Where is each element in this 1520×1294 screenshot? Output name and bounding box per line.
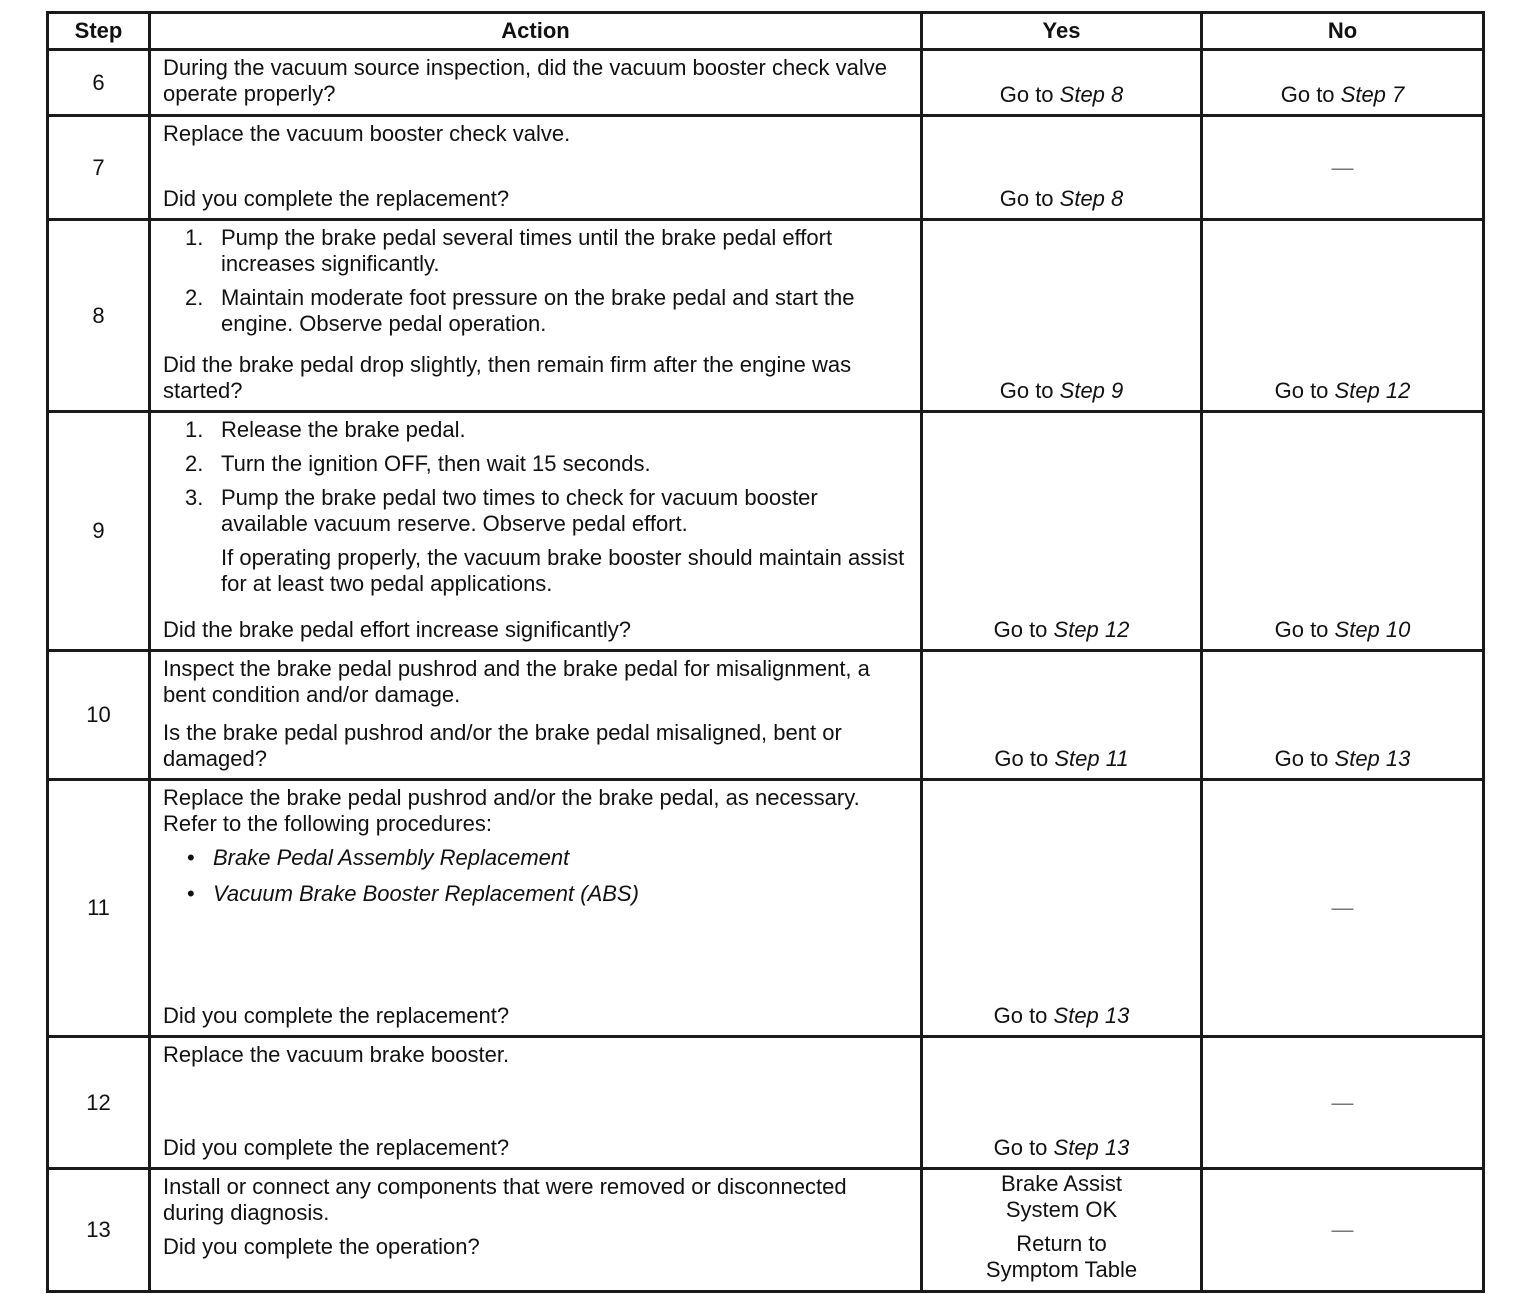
header-no: No: [1202, 13, 1484, 50]
procedure-references: [163, 845, 910, 917]
yes-cell: [922, 1169, 1202, 1292]
action-cell: [150, 220, 922, 412]
action-text: Replace the brake pedal pushrod and/or the brake pedal, as necessary. Refer to the following procedures:: [163, 785, 860, 836]
no-prefix: Go to: [1280, 82, 1341, 107]
question-text: Did the brake pedal effort increase significantly?: [163, 617, 631, 642]
header-step: Step: [48, 13, 150, 50]
yes-cell: [922, 651, 1202, 780]
step-number: 10: [48, 651, 150, 780]
action-cell: [150, 50, 922, 116]
list-item: 2. Maintain moderate foot pressure on the brake pedal and start the engine. Observe pedal operation.: [185, 285, 855, 336]
yes-result: Brake Assist System OK: [1000, 1171, 1123, 1222]
procedure-list: [163, 417, 910, 545]
yes-prefix: Go to: [993, 1135, 1054, 1160]
question-text: Did you complete the operation?: [163, 1234, 480, 1259]
table-row: [48, 220, 1484, 412]
action-cell: [150, 651, 922, 780]
no-prefix: Go to: [1274, 617, 1335, 642]
yes-step-link[interactable]: Step 9: [1059, 378, 1124, 403]
list-item: 1. Release the brake pedal.: [185, 417, 466, 442]
question-text: Did you complete the replacement?: [163, 1135, 510, 1160]
no-prefix: Go to: [1274, 378, 1335, 403]
yes-step-link[interactable]: Step 11: [1054, 746, 1129, 771]
action-cell: [150, 1037, 922, 1169]
no-prefix: Go to: [1274, 746, 1335, 771]
table-row: [48, 116, 1484, 220]
question-text: Did the brake pedal drop slightly, then remain firm after the engine was started?: [163, 352, 852, 403]
action-text: During the vacuum source inspection, did the vacuum booster check valve operate properly?: [163, 55, 887, 106]
table-row: [48, 1169, 1484, 1292]
table-row: [48, 50, 1484, 116]
yes-step-link[interactable]: Step 8: [1059, 82, 1124, 107]
yes-step-link[interactable]: Step 12: [1053, 617, 1130, 642]
yes-prefix: Go to: [993, 617, 1054, 642]
yes-prefix: Go to: [999, 378, 1060, 403]
action-cell: [150, 780, 922, 1037]
no-cell: —: [1202, 1169, 1484, 1292]
step-number: 12: [48, 1037, 150, 1169]
yes-cell: [922, 50, 1202, 116]
yes-cell: [922, 116, 1202, 220]
yes-prefix: Go to: [993, 1003, 1054, 1028]
no-cell: [1202, 50, 1484, 116]
procedure-list: [163, 225, 910, 345]
no-cell: —: [1202, 1037, 1484, 1169]
yes-cell: [922, 1037, 1202, 1169]
table-row: [48, 651, 1484, 780]
list-item: 1. Pump the brake pedal several times until the brake pedal effort increases significantly.: [185, 225, 833, 276]
question-text: Is the brake pedal pushrod and/or the brake pedal misaligned, bent or damaged?: [163, 720, 842, 771]
action-text: Install or connect any components that were removed or disconnected during diagnosis.: [163, 1174, 847, 1225]
yes-prefix: Go to: [999, 82, 1060, 107]
header-row: [48, 13, 1484, 50]
table-row: [48, 780, 1484, 1037]
no-cell: [1202, 412, 1484, 651]
yes-cell: [922, 780, 1202, 1037]
question-text: Did you complete the replacement?: [163, 1003, 510, 1028]
no-cell: [1202, 220, 1484, 412]
no-step-link[interactable]: Step 13: [1334, 746, 1411, 771]
header-action: Action: [150, 13, 922, 50]
no-step-link[interactable]: Step 10: [1334, 617, 1411, 642]
diagnostic-table: [46, 11, 1485, 1293]
yes-prefix: Go to: [999, 186, 1060, 211]
table-row: [48, 412, 1484, 651]
step-number: 6: [48, 50, 150, 116]
step-number: 9: [48, 412, 150, 651]
action-cell: [150, 412, 922, 651]
no-step-link[interactable]: Step 12: [1334, 378, 1411, 403]
procedure-link[interactable]: • Brake Pedal Assembly Replacement: [187, 845, 570, 870]
yes-cell: [922, 412, 1202, 651]
yes-step-link[interactable]: Step 13: [1053, 1135, 1130, 1160]
list-item: 2. Turn the ignition OFF, then wait 15 seconds.: [185, 451, 651, 476]
step-number: 13: [48, 1169, 150, 1292]
action-cell: [150, 1169, 922, 1292]
action-text: Replace the vacuum booster check valve.: [163, 121, 571, 146]
action-text: Replace the vacuum brake booster.: [163, 1042, 510, 1067]
no-cell: —: [1202, 116, 1484, 220]
no-step-link[interactable]: Step 7: [1340, 82, 1405, 107]
yes-cell: [922, 220, 1202, 412]
yes-step-link[interactable]: Step 13: [1053, 1003, 1130, 1028]
step-number: 11: [48, 780, 150, 1037]
procedure-link[interactable]: • Vacuum Brake Booster Replacement (ABS): [187, 881, 639, 906]
list-item: 3. Pump the brake pedal two times to check for vacuum booster available vacuum reserve. Observe pedal effort.: [185, 485, 818, 536]
return-link[interactable]: Return to Symptom Table: [985, 1231, 1138, 1282]
no-cell: [1202, 651, 1484, 780]
question-text: Did you complete the replacement?: [163, 186, 510, 211]
action-cell: [150, 116, 922, 220]
note-text: If operating properly, the vacuum brake booster should maintain assist for at least two pedal applications.: [221, 545, 905, 596]
yes-step-link[interactable]: Step 8: [1059, 186, 1124, 211]
action-text: Inspect the brake pedal pushrod and the brake pedal for misalignment, a bent condition and/or damage.: [163, 656, 870, 707]
no-cell: —: [1202, 780, 1484, 1037]
step-number: 8: [48, 220, 150, 412]
yes-prefix: Go to: [994, 746, 1055, 771]
table-row: [48, 1037, 1484, 1169]
header-yes: Yes: [922, 13, 1202, 50]
step-number: 7: [48, 116, 150, 220]
